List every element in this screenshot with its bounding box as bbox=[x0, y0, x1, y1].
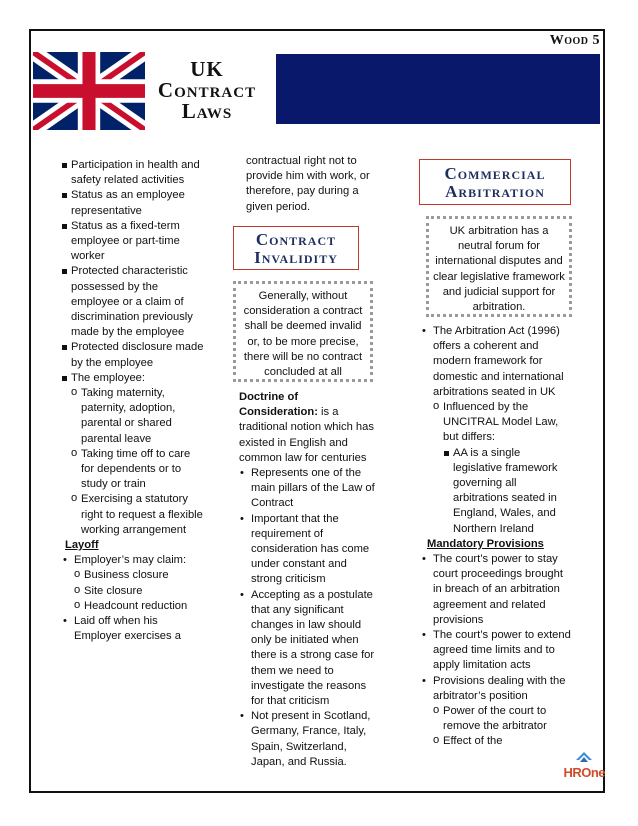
list-item: • Accepting as a postulate that any significant changes in law should only be initiated when there is a strong case for them we need to investigate the reasons for that criticism bbox=[239, 588, 379, 710]
arbitration-act-list bbox=[421, 324, 571, 537]
list-item: Protected disclosure made by the employee bbox=[62, 340, 205, 370]
header-banner bbox=[276, 54, 600, 124]
doctrine-list bbox=[239, 466, 379, 770]
contractual-right-text: contractual right not to provide him with work, or therefore, pay during a given period. bbox=[246, 155, 370, 213]
list-item: o Power of the court to remove the arbitrator bbox=[433, 704, 571, 734]
employee-sublist bbox=[71, 386, 205, 538]
page-label: Wood 5 bbox=[549, 33, 600, 48]
list-item: • Represents one of the main pillars of the Law of Contract bbox=[239, 466, 379, 512]
uk-flag-icon bbox=[33, 52, 145, 130]
invalidity-quote-box: Generally, without consideration a contract shall be deemed invalid or, to be more precise, there will be no contract concluded at all bbox=[233, 281, 373, 382]
list-item: Protected characteristic possessed by the employee or a claim of discrimination previously made by the employee bbox=[62, 264, 205, 340]
list-item: o Headcount reduction bbox=[74, 599, 205, 614]
list-item: Participation in health and safety related activities bbox=[62, 158, 205, 188]
column-left bbox=[62, 158, 205, 645]
column-right bbox=[421, 324, 571, 750]
hrone-logo: HROne bbox=[563, 751, 605, 780]
hrone-logo-icon bbox=[574, 751, 594, 765]
doctrine-paragraph: Doctrine of Consideration: is a traditional notion which has existed in English and common law for centuries bbox=[239, 391, 374, 464]
contract-invalidity-heading: Contract Invalidity bbox=[233, 226, 359, 270]
list-item: Status as a fixed-term employee or part-time worker bbox=[62, 219, 205, 265]
list-item: o Site closure bbox=[74, 584, 205, 599]
layoff-heading: Layoff bbox=[65, 539, 99, 552]
arbitration-quote-box: UK arbitration has a neutral forum for international disputes and clear legislative framework and judicial support for arbitration. bbox=[426, 216, 572, 317]
list-item: o Business closure bbox=[74, 568, 205, 583]
list-item: • Laid off when his Employer exercises a bbox=[62, 614, 205, 644]
list-item: • Provisions dealing with the arbitrator’s position o Power of the court to remove the arbitrator o Effect of the bbox=[421, 674, 571, 750]
commercial-arbitration-heading: Commercial Arbitration bbox=[419, 159, 571, 205]
list-item: Status as an employee representative bbox=[62, 188, 205, 218]
list-item: • The Arbitration Act (1996) offers a coherent and modern framework for domestic and international arbitrations seated in UK o Influenced by the UNCITRAL Model Law, but differs: AA is a single legislative framework governing all arbitrations seated in England, Wales, and Northern Ireland bbox=[421, 324, 571, 537]
list-item: • The court’s power to extend agreed time limits and to apply limitation acts bbox=[421, 628, 571, 674]
list-item: AA is a single legislative framework governing all arbitrations seated in England, Wales, and Northern Ireland bbox=[443, 446, 571, 537]
list-item: The employee: o Taking maternity, paternity, adoption, parental or shared parental leave o Taking time off to care for dependents or to study or train o Exercising a statutory right to request a flexible working arrangement bbox=[62, 371, 205, 538]
list-item: o Taking time off to care for dependents or to study or train bbox=[71, 447, 205, 493]
mandatory-provisions-heading: Mandatory Provisions bbox=[427, 537, 544, 550]
list-item: • Important that the requirement of consideration has come under constant and strong criticism bbox=[239, 512, 379, 588]
list-item: • Not present in Scotland, Germany, France, Italy, Spain, Switzerland, Japan, and Russia. bbox=[239, 709, 379, 770]
list-item: o Exercising a statutory right to request a flexible working arrangement bbox=[71, 492, 205, 538]
list-item: o Effect of the bbox=[433, 734, 571, 749]
column-middle bbox=[239, 390, 379, 770]
column-middle-intro bbox=[246, 154, 386, 215]
list-item: • Employer’s may claim: o Business closure o Site closure o Headcount reduction bbox=[62, 553, 205, 614]
list-item: o Influenced by the UNCITRAL Model Law, but differs: AA is a single legislative framework governing all arbitrations seated in England, Wales, and Northern Ireland bbox=[433, 400, 571, 537]
layoff-list bbox=[62, 553, 205, 644]
list-item: • The court’s power to stay court proceedings brought in breach of an arbitration agreement and related provisions bbox=[421, 552, 571, 628]
mandatory-provisions-list bbox=[421, 552, 571, 750]
document-title: UK Contract Laws bbox=[157, 57, 257, 123]
protected-activities-list bbox=[62, 158, 205, 538]
list-item: o Taking maternity, paternity, adoption, parental or shared parental leave bbox=[71, 386, 205, 447]
